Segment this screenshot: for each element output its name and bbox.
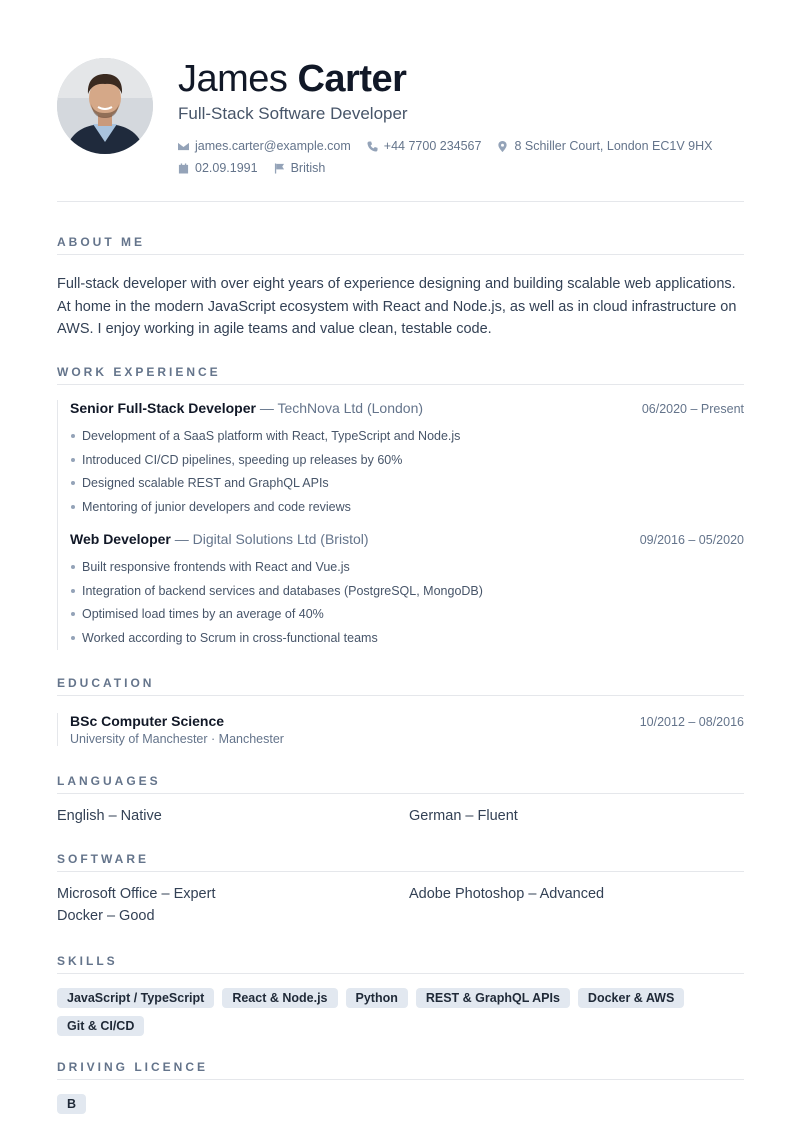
education-school: University of Manchester · Manchester (70, 732, 284, 746)
skill-chip: Docker & AWS (578, 988, 684, 1008)
languages-section (57, 774, 744, 824)
skills-heading: SKILLS (57, 954, 744, 974)
language-item: English – Native (57, 808, 162, 824)
software-item: Microsoft Office – Expert (57, 886, 216, 902)
licence-section (57, 1060, 744, 1114)
skill-chip: Git & CI/CD (57, 1016, 144, 1036)
job-company: — Digital Solutions Ltd (Bristol) (174, 531, 369, 547)
avatar (57, 58, 153, 154)
job-bullet: Designed scalable REST and GraphQL APIs (70, 472, 744, 496)
job-bullet: Development of a SaaS platform with React, TypeScript and Node.js (70, 425, 744, 449)
job-title: Full-Stack Software Developer (178, 104, 408, 123)
job-role: Senior Full-Stack Developer (70, 400, 256, 416)
about-text: Full-stack developer with over eight years of experience designing and building scalable web applications. At home in the modern JavaScript ecosystem with React and Node.js, as well as in cloud infrastructure on AWS. I enjoy working in agile teams and value clean, testable code. (57, 276, 737, 337)
languages-heading: LANGUAGES (57, 774, 744, 794)
licence-heading: DRIVING LICENCE (57, 1060, 744, 1080)
job-entry (70, 400, 744, 519)
education-entry (57, 713, 744, 746)
skill-chip: JavaScript / TypeScript (57, 988, 214, 1008)
birthdate-text: 02.09.1991 (195, 161, 258, 175)
phone-icon (367, 141, 378, 152)
flag-icon (274, 163, 285, 174)
job-bullet: Built responsive frontends with React and Vue.js (70, 556, 744, 580)
header-divider (57, 201, 744, 202)
email-text: james.carter@example.com (195, 139, 351, 153)
licence-chip: B (57, 1094, 86, 1114)
software-section (57, 852, 744, 924)
contact-phone[interactable] (367, 139, 482, 153)
experience-timeline (57, 400, 744, 650)
profile-photo (57, 58, 153, 154)
education-heading: EDUCATION (57, 676, 744, 696)
contact-birthdate (178, 161, 258, 175)
job-bullet: Mentoring of junior developers and code reviews (70, 496, 744, 520)
software-item: Docker – Good (57, 908, 155, 924)
education-dates: 10/2012 – 08/2016 (639, 715, 744, 729)
education-degree: BSc Computer Science (70, 713, 225, 729)
location-pin-icon (497, 141, 508, 152)
language-item: German – Fluent (409, 808, 518, 824)
job-role: Web Developer (70, 531, 171, 547)
contact-row (178, 139, 713, 153)
job-company: — TechNova Ltd (London) (259, 400, 424, 416)
job-dates: 09/2016 – 05/2020 (639, 533, 744, 547)
languages-list (57, 808, 744, 824)
licence-list (57, 1094, 744, 1114)
education-section (57, 676, 744, 746)
experience-section (57, 365, 744, 650)
contact-email[interactable] (178, 139, 351, 153)
skill-chip: Python (346, 988, 408, 1008)
skill-chip: React & Node.js (222, 988, 337, 1008)
skills-section (57, 954, 744, 1036)
job-entry (70, 531, 744, 650)
skills-list (57, 988, 744, 1036)
job-dates: 06/2020 – Present (641, 402, 744, 416)
job-bullet: Worked according to Scrum in cross-functional teams (70, 627, 744, 651)
candidate-name (178, 58, 406, 100)
mail-icon (178, 141, 189, 152)
contact-address (497, 139, 712, 153)
phone-text: +44 7700 234567 (383, 139, 482, 153)
last-name: Carter (297, 58, 407, 100)
experience-heading: WORK EXPERIENCE (57, 365, 744, 385)
contact-nationality (274, 161, 326, 175)
address-text: 8 Schiller Court, London EC1V 9HX (514, 139, 713, 153)
software-heading: SOFTWARE (57, 852, 744, 872)
job-bullet: Optimised load times by an average of 40% (70, 603, 744, 627)
contact-row-secondary (178, 161, 325, 175)
job-bullets (70, 425, 744, 519)
job-bullets (70, 556, 744, 650)
resume-header (57, 58, 744, 202)
skill-chip: REST & GraphQL APIs (416, 988, 570, 1008)
about-heading: ABOUT ME (57, 235, 744, 255)
software-list (57, 886, 744, 924)
calendar-icon (178, 163, 189, 174)
job-bullet: Integration of backend services and databases (PostgreSQL, MongoDB) (70, 580, 744, 604)
software-item: Adobe Photoshop – Advanced (409, 886, 605, 902)
nationality-text: British (290, 161, 326, 175)
first-name: James (178, 58, 288, 100)
about-section (57, 235, 744, 341)
job-bullet: Introduced CI/CD pipelines, speeding up releases by 60% (70, 449, 744, 473)
